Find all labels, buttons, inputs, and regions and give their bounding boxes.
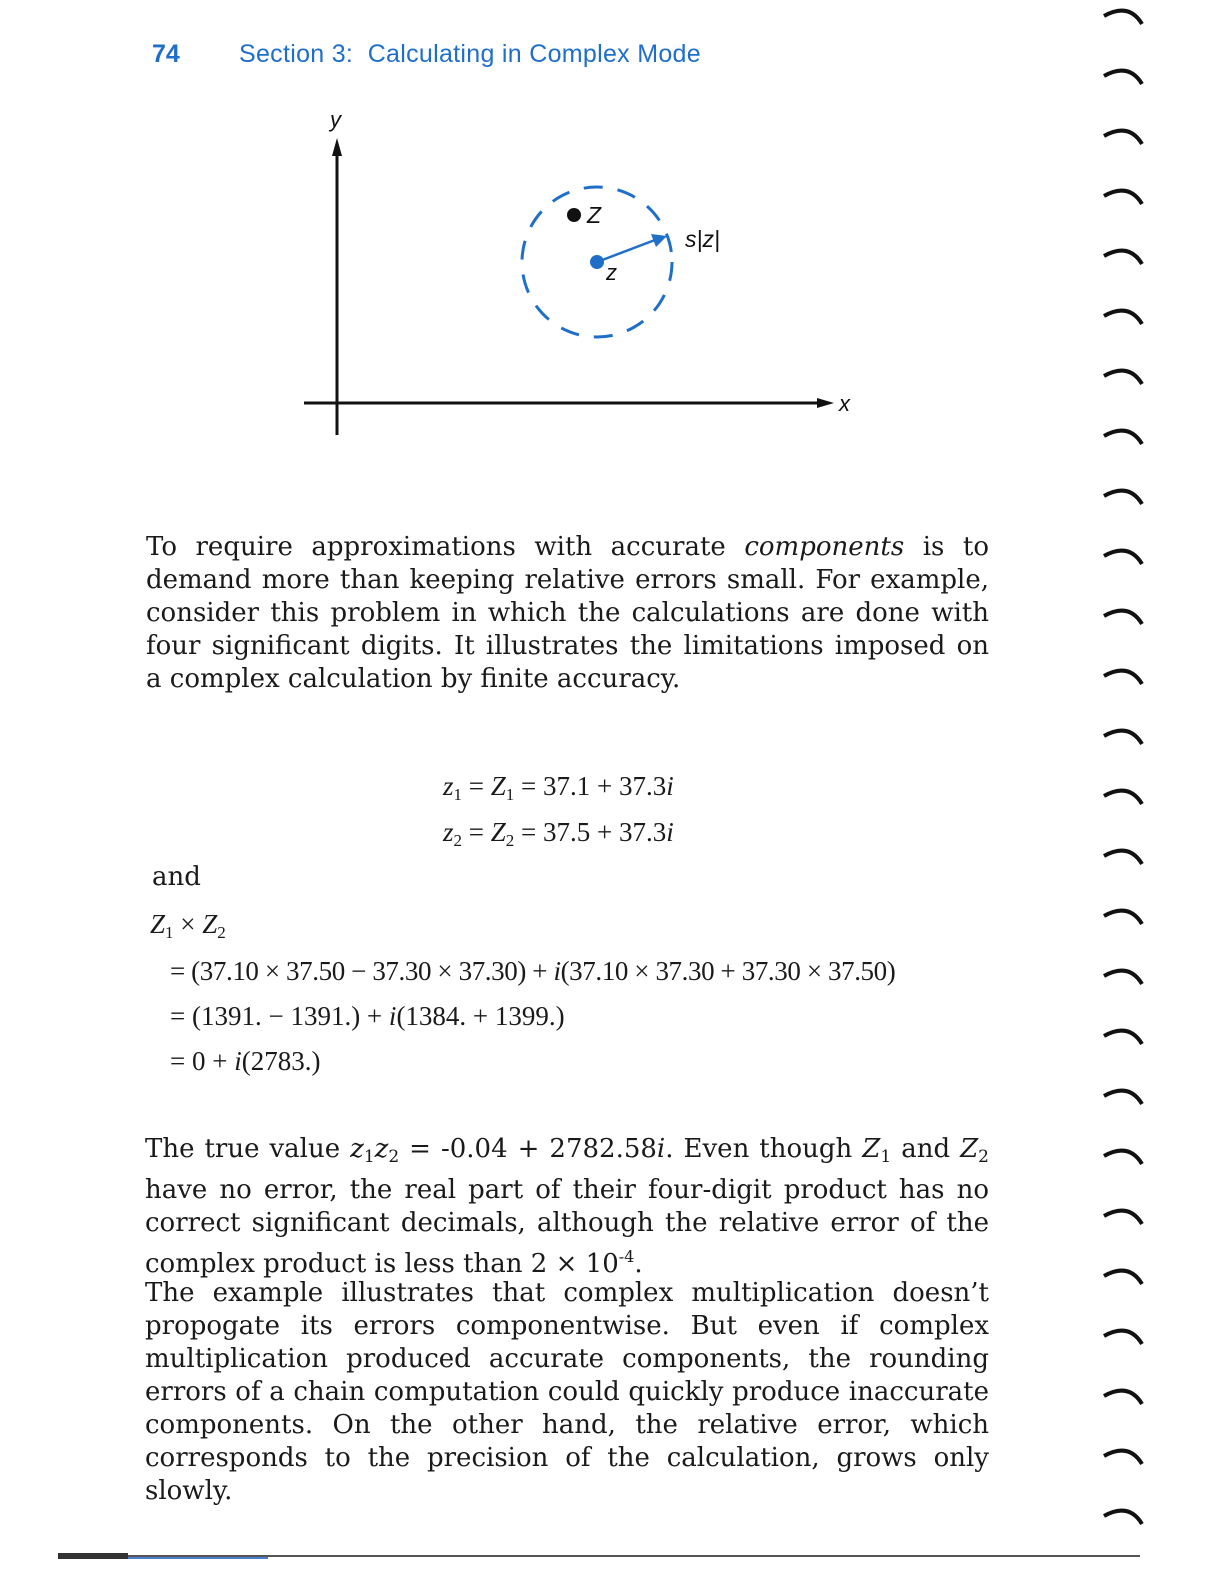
radius-line — [597, 240, 655, 262]
page-number: 74 — [152, 40, 180, 68]
binding-loop — [1104, 11, 1142, 24]
p2-t4: and — [891, 1134, 961, 1164]
para1-emphasis: components — [744, 532, 905, 562]
step1-left: = (37.10 × 37.50 − 37.30 × 37.30) + — [170, 956, 554, 986]
binding-loop — [1104, 911, 1142, 924]
step2-right: (1384. + 1399.) — [396, 1001, 565, 1031]
eq2-i: i — [666, 817, 674, 847]
step1-i: i — [553, 956, 561, 986]
binding-loop — [1104, 971, 1142, 984]
eq1-i: i — [666, 771, 674, 801]
eq2-equals: = — [462, 817, 491, 847]
product-Z1: Z — [150, 909, 166, 939]
product-times: × — [173, 909, 203, 939]
eq2-z: z — [443, 817, 454, 847]
p2-t3: . Even though — [665, 1134, 863, 1164]
binding-loop — [1104, 71, 1142, 84]
true-point-label: z — [606, 260, 617, 285]
equation-z1 — [443, 771, 674, 805]
binding-loop — [1104, 791, 1142, 804]
para1-text-b: is to demand more than keeping relative errors small. For example, consider this problem in which the calculations are done with four significant digits. It illustrates the limitations imposed on a complex calculation by finite accuracy. — [146, 532, 989, 694]
p2-z2-sub: 2 — [388, 1147, 400, 1167]
p2-i: i — [656, 1134, 666, 1164]
step1-right: (37.10 × 37.30 + 37.30 × 37.50) — [560, 956, 896, 986]
binding-loop — [1104, 611, 1142, 624]
product-Z1-sub: 1 — [165, 923, 174, 942]
product-Z2: Z — [202, 909, 218, 939]
section-label: Section 3: — [239, 40, 354, 68]
x-axis-label: x — [839, 391, 850, 416]
eq1-z-sub: 1 — [453, 785, 463, 804]
binding-loop — [1104, 191, 1142, 204]
binding-loop — [1104, 1331, 1142, 1344]
and-word: and — [152, 862, 201, 892]
binding-loop — [1104, 1151, 1142, 1164]
binding-loop — [1104, 491, 1142, 504]
binding-loop — [1104, 731, 1142, 744]
eq1-equals: = — [462, 771, 491, 801]
section-title: Calculating in Complex Mode — [367, 40, 701, 68]
p2-z2: z — [374, 1134, 389, 1164]
eq2-rhs: = 37.5 + 37.3 — [514, 817, 667, 847]
eq1-Z-sub: 1 — [505, 785, 515, 804]
paragraph-true-value — [145, 1133, 989, 1281]
paragraph-components — [146, 531, 989, 696]
binding-loop — [1104, 1391, 1142, 1404]
eq2-Z: Z — [490, 817, 506, 847]
section-heading — [239, 40, 701, 69]
equation-z2 — [443, 817, 674, 851]
y-axis-arrow — [332, 138, 342, 156]
step3-i: i — [234, 1046, 242, 1076]
binding-loop — [1104, 551, 1142, 564]
approx-point-label: Z — [587, 202, 602, 228]
eq1-Z: Z — [490, 771, 506, 801]
y-axis-label: y — [330, 107, 341, 132]
p2-z1: z — [350, 1134, 364, 1164]
binding-loop — [1104, 431, 1142, 444]
binding-loop — [1104, 251, 1142, 264]
paragraph-example: The example illustrates that complex multiplication doesn’t propogate its errors componentwise. But even if complex multiplication produced accurate components, the rounding errors of a chain computation could quickly produce inaccurate components. On the other hand, the relative error, which corresponds to the precision of the calculation, grows only slowly. — [145, 1278, 989, 1506]
p2-Z1-sub: 1 — [880, 1147, 892, 1167]
eq2-z-sub: 2 — [453, 831, 463, 850]
binding-loop — [1104, 1091, 1142, 1104]
binding-loop — [1104, 371, 1142, 384]
para1-text-a: To require approximations with accurate — [146, 532, 745, 562]
product-step-1 — [170, 956, 895, 987]
binding-loop — [1104, 1511, 1142, 1524]
p2-t6: . — [634, 1249, 643, 1279]
binding-loop — [1104, 1031, 1142, 1044]
binding-loop — [1104, 851, 1142, 864]
step2-left: = (1391. − 1391.) + — [170, 1001, 389, 1031]
p2-z1-sub: 1 — [363, 1147, 375, 1167]
complex-plane-figure — [290, 100, 870, 445]
product-step-3 — [170, 1046, 320, 1077]
p2-exponent: -4 — [618, 1247, 635, 1266]
product-label — [150, 909, 226, 943]
approx-point-Z — [567, 208, 581, 222]
step3-left: = 0 + — [170, 1046, 235, 1076]
product-step-2 — [170, 1001, 565, 1032]
eq2-Z-sub: 2 — [505, 831, 515, 850]
eq1-rhs: = 37.1 + 37.3 — [514, 771, 667, 801]
binding-loop — [1104, 1271, 1142, 1284]
page-edge-blue-mark — [128, 1557, 268, 1559]
spiral-binding — [1084, 0, 1164, 1584]
product-Z2-sub: 2 — [217, 923, 226, 942]
binding-loop — [1104, 671, 1142, 684]
p2-Z1: Z — [862, 1134, 881, 1164]
radius-label: s|z| — [685, 226, 720, 252]
p2-t5: have no error, the real part of their four-digit product has no correct significant decimals, although the relative error of the complex product is less than 2 × 10 — [145, 1175, 989, 1279]
p2-t2: = -0.04 + 2782.58 — [399, 1134, 657, 1164]
binding-loop — [1104, 131, 1142, 144]
binding-loop — [1104, 311, 1142, 324]
binding-loop — [1104, 1211, 1142, 1224]
p2-t1: The true value — [145, 1134, 351, 1164]
step3-right: (2783.) — [241, 1046, 321, 1076]
binding-loop — [1104, 1451, 1142, 1464]
page-corner-mark — [58, 1553, 128, 1559]
step2-i: i — [388, 1001, 397, 1031]
eq1-z: z — [443, 771, 454, 801]
x-axis-arrow — [817, 398, 834, 408]
p2-Z2: Z — [960, 1134, 979, 1164]
p2-Z2-sub: 2 — [978, 1147, 989, 1167]
